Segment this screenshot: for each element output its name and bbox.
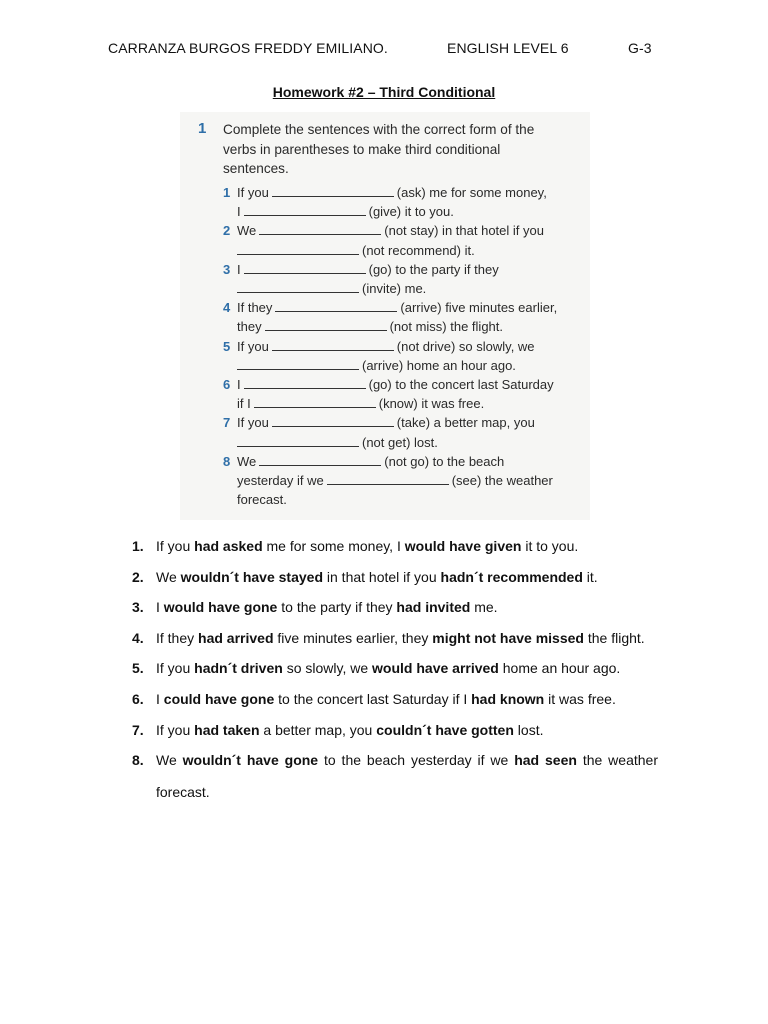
answer-blank bbox=[327, 473, 449, 485]
answer-blank bbox=[237, 281, 359, 293]
exercise-item bbox=[223, 375, 554, 394]
answer-number: 4. bbox=[132, 630, 144, 646]
answer-text: it to you. bbox=[521, 538, 579, 554]
answer-text: We bbox=[156, 569, 181, 585]
answer-text: I bbox=[156, 599, 164, 615]
exercise-instruction: Complete the sentences with the correct form of the verbs in parentheses to make third conditional sentences. bbox=[223, 122, 535, 176]
item-number: 7 bbox=[223, 415, 231, 431]
answer-text: it. bbox=[582, 569, 598, 585]
group-label: G-3 bbox=[628, 40, 652, 56]
answer-blank bbox=[265, 319, 387, 331]
item-number: 1 bbox=[223, 185, 231, 200]
item-text: (see) the weather bbox=[451, 473, 553, 488]
exercise-item-continued bbox=[223, 356, 516, 375]
page-header bbox=[0, 40, 768, 60]
item-text: (go) to the party if they bbox=[368, 261, 499, 277]
answer-text: the weather forecast. bbox=[156, 752, 658, 800]
answer-text: it was free. bbox=[544, 691, 616, 707]
item-text: (not recommend) it. bbox=[362, 242, 475, 258]
item-text: We bbox=[237, 453, 257, 469]
item-text: yesterday if we bbox=[237, 473, 324, 488]
answer-verb: would have arrived bbox=[372, 660, 499, 676]
exercise-item-continued bbox=[223, 490, 287, 509]
exercise-item-continued bbox=[223, 317, 503, 336]
answer-verb: had taken bbox=[194, 722, 260, 738]
answer-verb: had seen bbox=[514, 752, 577, 768]
answer-blank bbox=[237, 243, 359, 255]
answer-blank bbox=[244, 377, 366, 389]
item-text: (not get) lost. bbox=[362, 434, 438, 450]
exercise-item bbox=[223, 337, 535, 356]
item-text: (arrive) home an hour ago. bbox=[362, 357, 516, 373]
answer-text: a better map, you bbox=[259, 722, 377, 738]
item-text: (take) a better map, you bbox=[396, 415, 535, 431]
answer-text: so slowly, we bbox=[282, 660, 373, 676]
exercise-item-continued bbox=[223, 241, 475, 260]
item-text: I bbox=[237, 204, 241, 220]
item-text: (go) to the concert last Saturday bbox=[368, 377, 554, 392]
answer-verb: had arrived bbox=[198, 630, 274, 646]
item-text: If you bbox=[237, 185, 269, 200]
answer-text: me for some money, I bbox=[262, 538, 405, 554]
answer-blank bbox=[259, 454, 381, 466]
item-text: (invite) me. bbox=[362, 281, 427, 296]
exercise-item bbox=[223, 298, 557, 317]
item-text: (not stay) in that hotel if you bbox=[384, 223, 544, 239]
answer-text: me. bbox=[470, 599, 498, 615]
item-text: if I bbox=[237, 396, 251, 412]
exercise-image bbox=[180, 112, 590, 520]
exercise-number: 1 bbox=[198, 120, 207, 137]
answer-verb: had invited bbox=[396, 599, 471, 615]
answer-blank bbox=[237, 435, 359, 447]
answer-verb: could have gone bbox=[163, 691, 275, 707]
answer-text: If you bbox=[156, 538, 195, 554]
answer-verb: hadn´t recommended bbox=[440, 569, 583, 585]
answer-number: 3. bbox=[132, 599, 144, 615]
answer-blank bbox=[272, 185, 394, 197]
item-text: I bbox=[237, 261, 241, 277]
answer-sentence bbox=[156, 691, 616, 707]
answer-sentence bbox=[156, 744, 658, 808]
exercise-item bbox=[223, 260, 499, 279]
answer-blank bbox=[244, 204, 366, 216]
item-number: 4 bbox=[223, 300, 231, 316]
item-number: 2 bbox=[223, 223, 231, 239]
item-text: I bbox=[237, 377, 241, 392]
exercise-item-continued bbox=[223, 279, 426, 298]
answer-sentence bbox=[156, 630, 645, 646]
answer-verb: hadn´t driven bbox=[194, 660, 283, 676]
answer-sentence bbox=[156, 538, 578, 554]
answer-verb: would have given bbox=[404, 538, 522, 554]
exercise-item bbox=[223, 183, 547, 202]
exercise-item-continued bbox=[223, 433, 438, 452]
answer-text: five minutes earlier, they bbox=[273, 630, 433, 646]
item-text: If they bbox=[237, 300, 273, 316]
item-text: (know) it was free. bbox=[378, 396, 485, 412]
answer-verb: couldn´t have gotten bbox=[376, 722, 514, 738]
answer-text: home an hour ago. bbox=[498, 660, 621, 676]
answer-text: If you bbox=[156, 722, 195, 738]
answer-blank bbox=[259, 223, 381, 235]
item-text: forecast. bbox=[237, 492, 287, 508]
title-text: Homework #2 – Third Conditional bbox=[272, 84, 496, 100]
answer-sentence bbox=[156, 660, 620, 676]
answer-verb: would have gone bbox=[163, 599, 278, 615]
answer-number: 2. bbox=[132, 569, 144, 585]
answer-verb: had known bbox=[471, 691, 545, 707]
answer-text: the flight. bbox=[583, 630, 645, 646]
item-text: (ask) me for some money, bbox=[396, 185, 547, 200]
item-text: (not miss) the flight. bbox=[389, 319, 504, 335]
answer-text: If they bbox=[156, 630, 199, 646]
answer-blank bbox=[275, 300, 397, 312]
answer-text: in that hotel if you bbox=[323, 569, 441, 585]
answer-blank bbox=[237, 358, 359, 370]
item-text: (not go) to the beach bbox=[384, 453, 505, 469]
answer-number: 5. bbox=[132, 660, 144, 676]
item-number: 6 bbox=[223, 377, 231, 392]
answer-text: I bbox=[156, 691, 164, 707]
item-text: they bbox=[237, 319, 262, 335]
item-text: If you bbox=[237, 415, 269, 431]
answer-text: to the beach yesterday if we bbox=[318, 752, 515, 768]
exercise-item-continued bbox=[223, 394, 484, 413]
answer-blank bbox=[272, 415, 394, 427]
student-name: CARRANZA BURGOS FREDDY EMILIANO. bbox=[108, 40, 388, 56]
exercise-item bbox=[223, 221, 544, 240]
item-text: (arrive) five minutes earlier, bbox=[400, 300, 558, 316]
answer-blank bbox=[254, 396, 376, 408]
answer-number: 1. bbox=[132, 538, 144, 554]
item-text: If you bbox=[237, 338, 269, 354]
exercise-item bbox=[223, 413, 535, 432]
answer-text: If you bbox=[156, 660, 195, 676]
answer-blank bbox=[244, 262, 366, 274]
exercise-item bbox=[223, 452, 504, 471]
answer-number: 7. bbox=[132, 722, 144, 738]
answer-text: to the party if they bbox=[277, 599, 397, 615]
answer-text: to the concert last Saturday if I bbox=[274, 691, 472, 707]
answer-sentence bbox=[156, 599, 498, 615]
answer-number: 6. bbox=[132, 691, 144, 707]
item-text: We bbox=[237, 223, 257, 239]
page-title bbox=[0, 84, 768, 100]
answer-text: lost. bbox=[513, 722, 544, 738]
answer-verb: had asked bbox=[194, 538, 263, 554]
answer-verb: wouldn´t have stayed bbox=[180, 569, 323, 585]
exercise-item-continued bbox=[223, 202, 454, 221]
answer-verb: might not have missed bbox=[432, 630, 584, 646]
exercise-item-continued bbox=[223, 471, 553, 490]
answer-verb: wouldn´t have gone bbox=[182, 752, 319, 768]
item-text: (give) it to you. bbox=[368, 204, 454, 220]
item-number: 8 bbox=[223, 453, 231, 469]
item-text: (not drive) so slowly, we bbox=[396, 338, 535, 354]
answer-sentence bbox=[156, 569, 598, 585]
answer-number: 8. bbox=[132, 752, 144, 768]
item-number: 5 bbox=[223, 338, 231, 354]
answer-text: We bbox=[156, 752, 183, 768]
answer-blank bbox=[272, 339, 394, 351]
course-level: ENGLISH LEVEL 6 bbox=[447, 40, 569, 56]
answer-sentence bbox=[156, 722, 543, 738]
item-number: 3 bbox=[223, 261, 231, 277]
